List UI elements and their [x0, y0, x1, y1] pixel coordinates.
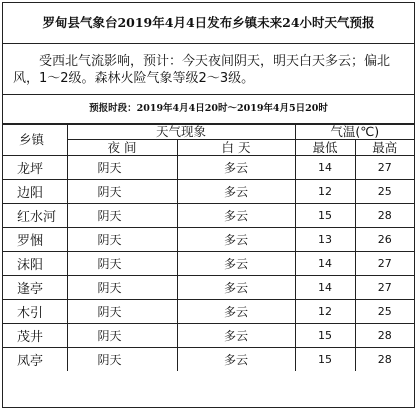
table-row [3, 348, 414, 372]
header-night: 夜 间 [67, 140, 177, 156]
low-temp-cell: 14 [295, 156, 355, 180]
night-weather-cell: 阴天 [67, 204, 177, 228]
high-temp-cell: 28 [355, 324, 414, 348]
town-cell: 逢亭 [3, 276, 67, 300]
low-temp-cell: 15 [295, 348, 355, 372]
night-weather-cell: 阴天 [67, 180, 177, 204]
high-temp-cell: 28 [355, 204, 414, 228]
table-row [3, 276, 414, 300]
forecast-title: 罗甸县气象台2019年4月4日发布乡镇未来24小时天气预报 [3, 3, 414, 44]
night-weather-cell: 阴天 [67, 156, 177, 180]
day-weather-cell: 多云 [177, 324, 295, 348]
town-cell: 沫阳 [3, 252, 67, 276]
table-row [3, 180, 414, 204]
day-weather-cell: 多云 [177, 180, 295, 204]
night-weather-cell: 阴天 [67, 348, 177, 372]
table-header-row [3, 125, 414, 140]
table-row [3, 324, 414, 348]
low-temp-cell: 15 [295, 324, 355, 348]
high-temp-cell: 25 [355, 180, 414, 204]
day-weather-cell: 多云 [177, 276, 295, 300]
high-temp-cell: 27 [355, 252, 414, 276]
forecast-period: 预报时段：2019年4月4日20时～2019年4月5日20时 [3, 95, 414, 124]
table-row [3, 228, 414, 252]
town-cell: 茂井 [3, 324, 67, 348]
day-weather-cell: 多云 [177, 204, 295, 228]
forecast-summary: 受西北气流影响，预计：今天夜间阴天，明天白天多云；偏北风，1～2级。森林火险气象等级2～3级。 [3, 44, 414, 95]
header-day: 白 天 [177, 140, 295, 156]
town-cell: 木引 [3, 300, 67, 324]
low-temp-cell: 12 [295, 180, 355, 204]
high-temp-cell: 28 [355, 348, 414, 372]
town-cell: 龙坪 [3, 156, 67, 180]
town-cell: 凤亭 [3, 348, 67, 372]
forecast-table [3, 124, 414, 371]
low-temp-cell: 15 [295, 204, 355, 228]
day-weather-cell: 多云 [177, 348, 295, 372]
town-cell: 边阳 [3, 180, 67, 204]
high-temp-cell: 27 [355, 156, 414, 180]
high-temp-cell: 25 [355, 300, 414, 324]
night-weather-cell: 阴天 [67, 252, 177, 276]
day-weather-cell: 多云 [177, 228, 295, 252]
header-town: 乡镇 [3, 125, 67, 156]
forecast-document [2, 2, 415, 408]
town-cell: 红水河 [3, 204, 67, 228]
town-cell: 罗悃 [3, 228, 67, 252]
night-weather-cell: 阴天 [67, 276, 177, 300]
night-weather-cell: 阴天 [67, 324, 177, 348]
low-temp-cell: 13 [295, 228, 355, 252]
table-row [3, 156, 414, 180]
table-row [3, 204, 414, 228]
table-row [3, 252, 414, 276]
day-weather-cell: 多云 [177, 252, 295, 276]
low-temp-cell: 14 [295, 276, 355, 300]
header-weather: 天气现象 [67, 125, 295, 140]
header-low: 最低 [295, 140, 355, 156]
day-weather-cell: 多云 [177, 156, 295, 180]
day-weather-cell: 多云 [177, 300, 295, 324]
low-temp-cell: 14 [295, 252, 355, 276]
table-row [3, 300, 414, 324]
high-temp-cell: 26 [355, 228, 414, 252]
header-high: 最高 [355, 140, 414, 156]
night-weather-cell: 阴天 [67, 228, 177, 252]
night-weather-cell: 阴天 [67, 300, 177, 324]
high-temp-cell: 27 [355, 276, 414, 300]
low-temp-cell: 12 [295, 300, 355, 324]
header-temperature: 气温(℃) [295, 125, 414, 140]
